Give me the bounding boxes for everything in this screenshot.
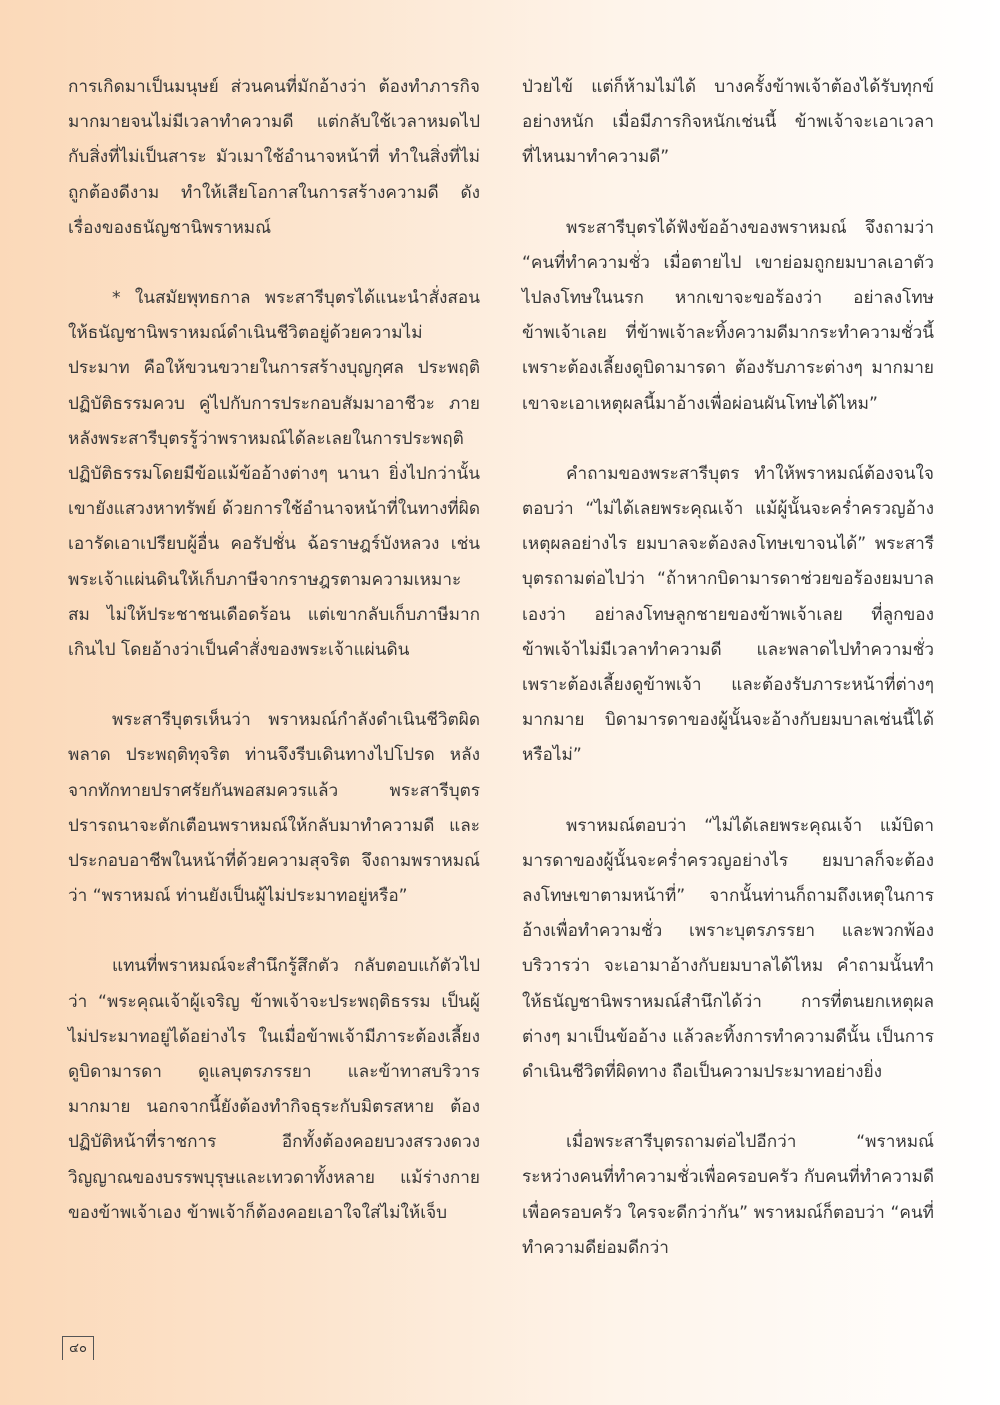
page-number: ๔๐ — [62, 1336, 94, 1360]
paragraph: * ในสมัยพุทธกาล พระสารีบุตรได้แนะนำสั่งสอนให้ธนัญชานิพราหมณ์ดำเนินชีวิตอยู่ด้วยความไม่ประมาท คือให้ขวนขวายในการสร้างบุญกุศล ประพฤติปฏิบัติธรรมควบ คู่ไปกับการประกอบสัมมาอาชีวะ ภายหลังพระสารีบุตรรู้ว่าพราหมณ์ได้ละเลยในการประพฤติปฏิบัติธรรมโดยมีข้อแม้ข้ออ้างต่างๆ นานา ยิ่งไปกว่านั้นเขายังแสวงหาทรัพย์ ด้วยการใช้อำนาจหน้าที่ในทางที่ผิด เอารัดเอาเปรียบผู้อื่น คอรัปชั่น ฉ้อราษฎร์บังหลวง เช่น พระเจ้าแผ่นดินให้เก็บภาษีจากราษฎรตามความเหมาะสม ไม่ให้ประชาชนเดือดร้อน แต่เขากลับเก็บภาษีมากเกินไป โดยอ้างว่าเป็นคำสั่งของพระเจ้าแผ่นดิน — [68, 288, 480, 661]
paragraph: เมื่อพระสารีบุตรถามต่อไปอีกว่า “พราหมณ์ ระหว่างคนที่ทำความชั่วเพื่อครอบครัว กับคนที่ทำความดีเพื่อครอบครัว ใครจะดีกว่ากัน” พราหมณ์ก็ตอบว่า “คนที่ทำความดีย่อมดีกว่า — [522, 1132, 934, 1258]
left-column — [68, 70, 480, 1231]
paragraph: คำถามของพระสารีบุตร ทำให้พราหมณ์ต้องจนใจตอบว่า “ไม่ได้เลยพระคุณเจ้า แม้ผู้นั้นจะคร่ำครวญอ้างเหตุผลอย่างไร ยมบาลจะต้องลงโทษเขาจนได้” พระสารีบุตรถามต่อไปว่า “ถ้าหากบิดามารดาช่วยขอร้องยมบาลเองว่า อย่าลงโทษลูกชายของข้าพเจ้าเลย ที่ลูกของข้าพเจ้าไม่มีเวลาทำความดี และพลาดไปทำความชั่ว เพราะต้องเลี้ยงดูข้าพเจ้า และต้องรับภาระหน้าที่ต่างๆ มากมาย บิดามารดาของผู้นั้นจะอ้างกับยมบาลเช่นนี้ได้หรือไม่” — [522, 463, 934, 766]
paragraph: แทนที่พราหมณ์จะสำนึกรู้สึกตัว กลับตอบแก้ตัวไปว่า “พระคุณเจ้าผู้เจริญ ข้าพเจ้าจะประพฤติธรรม เป็นผู้ไม่ประมาทอยู่ได้อย่างไร ในเมื่อข้าพเจ้ามีภาระต้องเลี้ยงดูบิดามารดา ดูแลบุตรภรรยา และข้าทาสบริวารมากมาย นอกจากนี้ยังต้องทำกิจธุระกับมิตรสหาย ต้องปฏิบัติหน้าที่ราชการ อีกทั้งต้องคอยบวงสรวงดวงวิญญาณของบรรพบุรุษและเทวดาทั้งหลาย แม้ร่างกายของข้าพเจ้าเอง ข้าพเจ้าก็ต้องคอยเอาใจใส่ไม่ให้เจ็บ — [68, 956, 480, 1223]
paragraph: พระสารีบุตรเห็นว่า พราหมณ์กำลังดำเนินชีวิตผิดพลาด ประพฤติทุจริต ท่านจึงรีบเดินทางไปโปรด หลังจากทักทายปราศรัยกันพอสมควรแล้ว พระสารีบุตรปรารถนาจะตักเตือนพราหมณ์ให้กลับมาทำความดี และประกอบอาชีพในหน้าที่ด้วยความสุจริต จึงถามพราหมณ์ว่า “พราหมณ์ ท่านยังเป็นผู้ไม่ประมาทอยู่หรือ” — [68, 710, 480, 907]
paragraph: การเกิดมาเป็นมนุษย์ ส่วนคนที่มักอ้างว่า ต้องทำภารกิจมากมายจนไม่มีเวลาทำความดี แต่กลับใช้เวลาหมดไปกับสิ่งที่ไม่เป็นสาระ มัวเมาใช้อำนาจหน้าที่ ทำในสิ่งที่ไม่ถูกต้องดีงาม ทำให้เสียโอกาสในการสร้างความดี ดังเรื่องของธนัญชานิพราหมณ์ — [68, 77, 480, 238]
paragraph: ป่วยไข้ แต่ก็ห้ามไม่ได้ บางครั้งข้าพเจ้าต้องได้รับทุกข์อย่างหนัก เมื่อมีภารกิจหนักเช่นนี้ ข้าพเจ้าจะเอาเวลาที่ไหนมาทำความดี” — [522, 77, 934, 168]
paragraph: พราหมณ์ตอบว่า “ไม่ได้เลยพระคุณเจ้า แม้บิดามารดาของผู้นั้นจะคร่ำครวญอย่างไร ยมบาลก็จะต้องลงโทษเขาตามหน้าที่” จากนั้นท่านก็ถามถึงเหตุในการอ้างเพื่อทำความชั่ว เพราะบุตรภรรยา และพวกพ้องบริวารว่า จะเอามาอ้างกับยมบาลได้ไหม คำถามนั้นทำให้ธนัญชานิพราหมณ์สำนึกได้ว่า การที่ตนยกเหตุผลต่างๆ มาเป็นข้ออ้าง แล้วละทิ้งการทำความดีนั้น เป็นการดำเนินชีวิตที่ผิดทาง ถือเป็นความประมาทอย่างยิ่ง — [522, 815, 934, 1083]
paragraph: พระสารีบุตรได้ฟังข้ออ้างของพราหมณ์ จึงถามว่า “คนที่ทำความชั่ว เมื่อตายไป เขาย่อมถูกยมบาลเอาตัวไปลงโทษในนรก หากเขาจะขอร้องว่า อย่าลงโทษข้าพเจ้าเลย ที่ข้าพเจ้าละทิ้งความดีมากระทำความชั่วนี้ เพราะต้องเลี้ยงดูบิดามารดา ต้องรับภาระต่างๆ มากมาย เขาจะเอาเหตุผลนี้มาอ้างเพื่อผ่อนผันโทษได้ไหม” — [522, 217, 934, 414]
right-column — [522, 70, 934, 1266]
